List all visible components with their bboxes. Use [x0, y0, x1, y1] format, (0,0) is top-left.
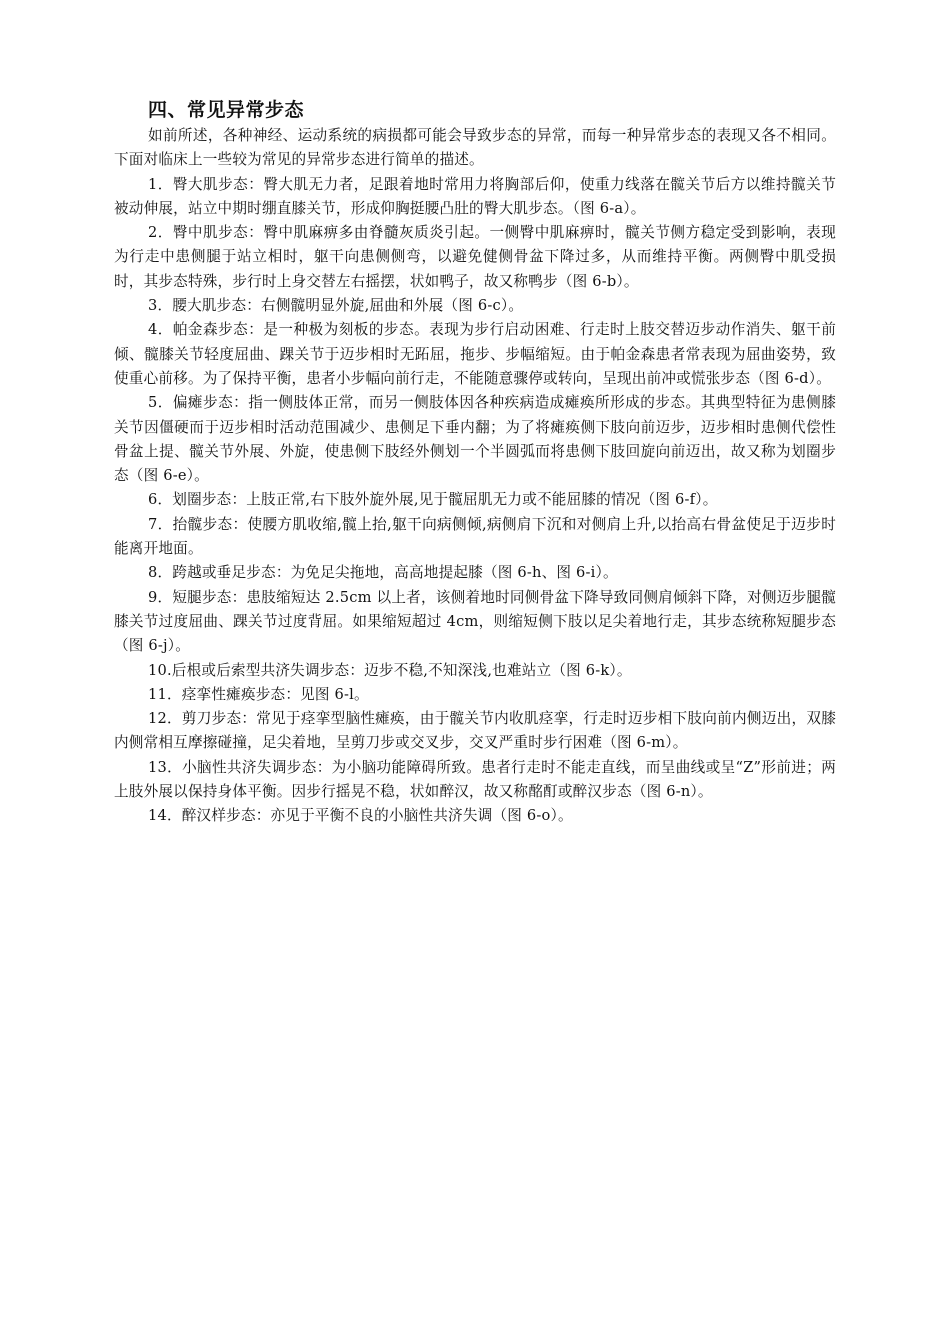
item-drunken-gait: 14．醉汉样步态：亦见于平衡不良的小脑性共济失调（图 6-o）。 [148, 807, 573, 825]
intro-paragraph: 如前所述，各种神经、运动系统的病损都可能会导致步态的异常，而每一种异常步态的表现又各不相同。下面对临床上一些较为常见的异常步态进行简单的描述。 [114, 127, 836, 169]
item-scissor-gait: 12．剪刀步态：常见于痉挛型脑性瘫痪，由于髋关节内收肌痉挛，行走时迈步相下肢向前内侧迈出，双膝内侧常相互摩擦碰撞，足尖着地，呈剪刀步或交叉步，交叉严重时步行困难（图 6-m）。 [114, 710, 836, 752]
item-gluteus-maximus-gait: 1．臀大肌步态：臀大肌无力者，足跟着地时常用力将胸部后仰，使重力线落在髋关节后方以维持髋关节被动伸展，站立中期时绷直膝关节，形成仰胸挺腰凸肚的臀大肌步态。（图 6-a）。 [114, 175, 836, 217]
item-hip-hiking-gait: 7．抬髋步态：使腰方肌收缩,髋上抬,躯干向病侧倾,病侧肩下沉和对侧肩上升,以抬高右骨盆使足于迈步时能离开地面。 [114, 515, 836, 558]
item-sensory-ataxia-gait: 10.后根或后索型共济失调步态：迈步不稳,不知深浅,也难站立（图 6-k）。 [148, 661, 632, 679]
document-page [114, 96, 836, 829]
item-psoas-gait: 3．腰大肌步态：右侧髋明显外旋,屈曲和外展（图 6-c）。 [148, 297, 524, 315]
item-parkinson-gait: 4．帕金森步态：是一种极为刻板的步态。表现为步行启动困难、行走时上肢交替迈步动作消失、躯干前倾、髋膝关节轻度屈曲、踝关节于迈步相时无跖屈，拖步、步幅缩短。由于帕金森患者常表现为屈曲姿势，致使重心前移。为了保持平衡，患者小步幅向前行走，不能随意骤停或转向，呈现出前冲或慌张步态（图 6-d）。 [114, 321, 836, 387]
item-cerebellar-ataxia-gait: 13．小脑性共济失调步态：为小脑功能障碍所致。患者行走时不能走直线，而呈曲线或呈“Z”形前进；两上肢外展以保持身体平衡。因步行摇晃不稳，状如醉汉，故又称酩酊或醉汉步态（图 6-n）。 [114, 758, 836, 801]
item-short-leg-gait: 9．短腿步态：患肢缩短达 2.5cm 以上者，该侧着地时同侧骨盆下降导致同侧肩倾斜下降，对侧迈步腿髋膝关节过度屈曲、踝关节过度背屈。如果缩短超过 4cm，则缩短侧下肢以足尖着地行走，其步态统称短腿步态（图 6-j）。 [114, 588, 836, 655]
item-circumduction-gait: 6．划圈步态：上肢正常,右下肢外旋外展,见于髋屈肌无力或不能屈膝的情况（图 6-f）。 [148, 491, 718, 509]
section-heading: 四、常见异常步态 [148, 99, 305, 121]
item-gluteus-medius-gait: 2．臀中肌步态：臀中肌麻痹多由脊髓灰质炎引起。一侧臀中肌麻痹时，髋关节侧方稳定受到影响，表现为行走中患侧腿于站立相时，躯干向患侧侧弯，以避免健侧骨盆下降过多，从而维持平衡。两侧臀中肌受损时，其步态特殊，步行时上身交替左右摇摆，状如鸭子，故又称鸭步（图 6-b）。 [114, 224, 836, 290]
item-spastic-paralysis-gait: 11．痉挛性瘫痪步态：见图 6-l。 [148, 685, 369, 703]
item-hemiplegic-gait: 5．偏瘫步态：指一侧肢体正常，而另一侧肢体因各种疾病造成瘫痪所形成的步态。其典型特征为患侧膝关节因僵硬而于迈步相时活动范围减少、患侧足下垂内翻；为了将瘫痪侧下肢向前迈步，迈步相时患侧代偿性骨盆上提、髋关节外展、外旋，使患侧下肢经外侧划一个半圆弧而将患侧下肢回旋向前迈出，故又称为划圈步态（图 6-e）。 [114, 394, 836, 485]
item-steppage-gait: 8．跨越或垂足步态：为免足尖拖地，高高地提起膝（图 6-h、图 6-i）。 [148, 564, 618, 582]
